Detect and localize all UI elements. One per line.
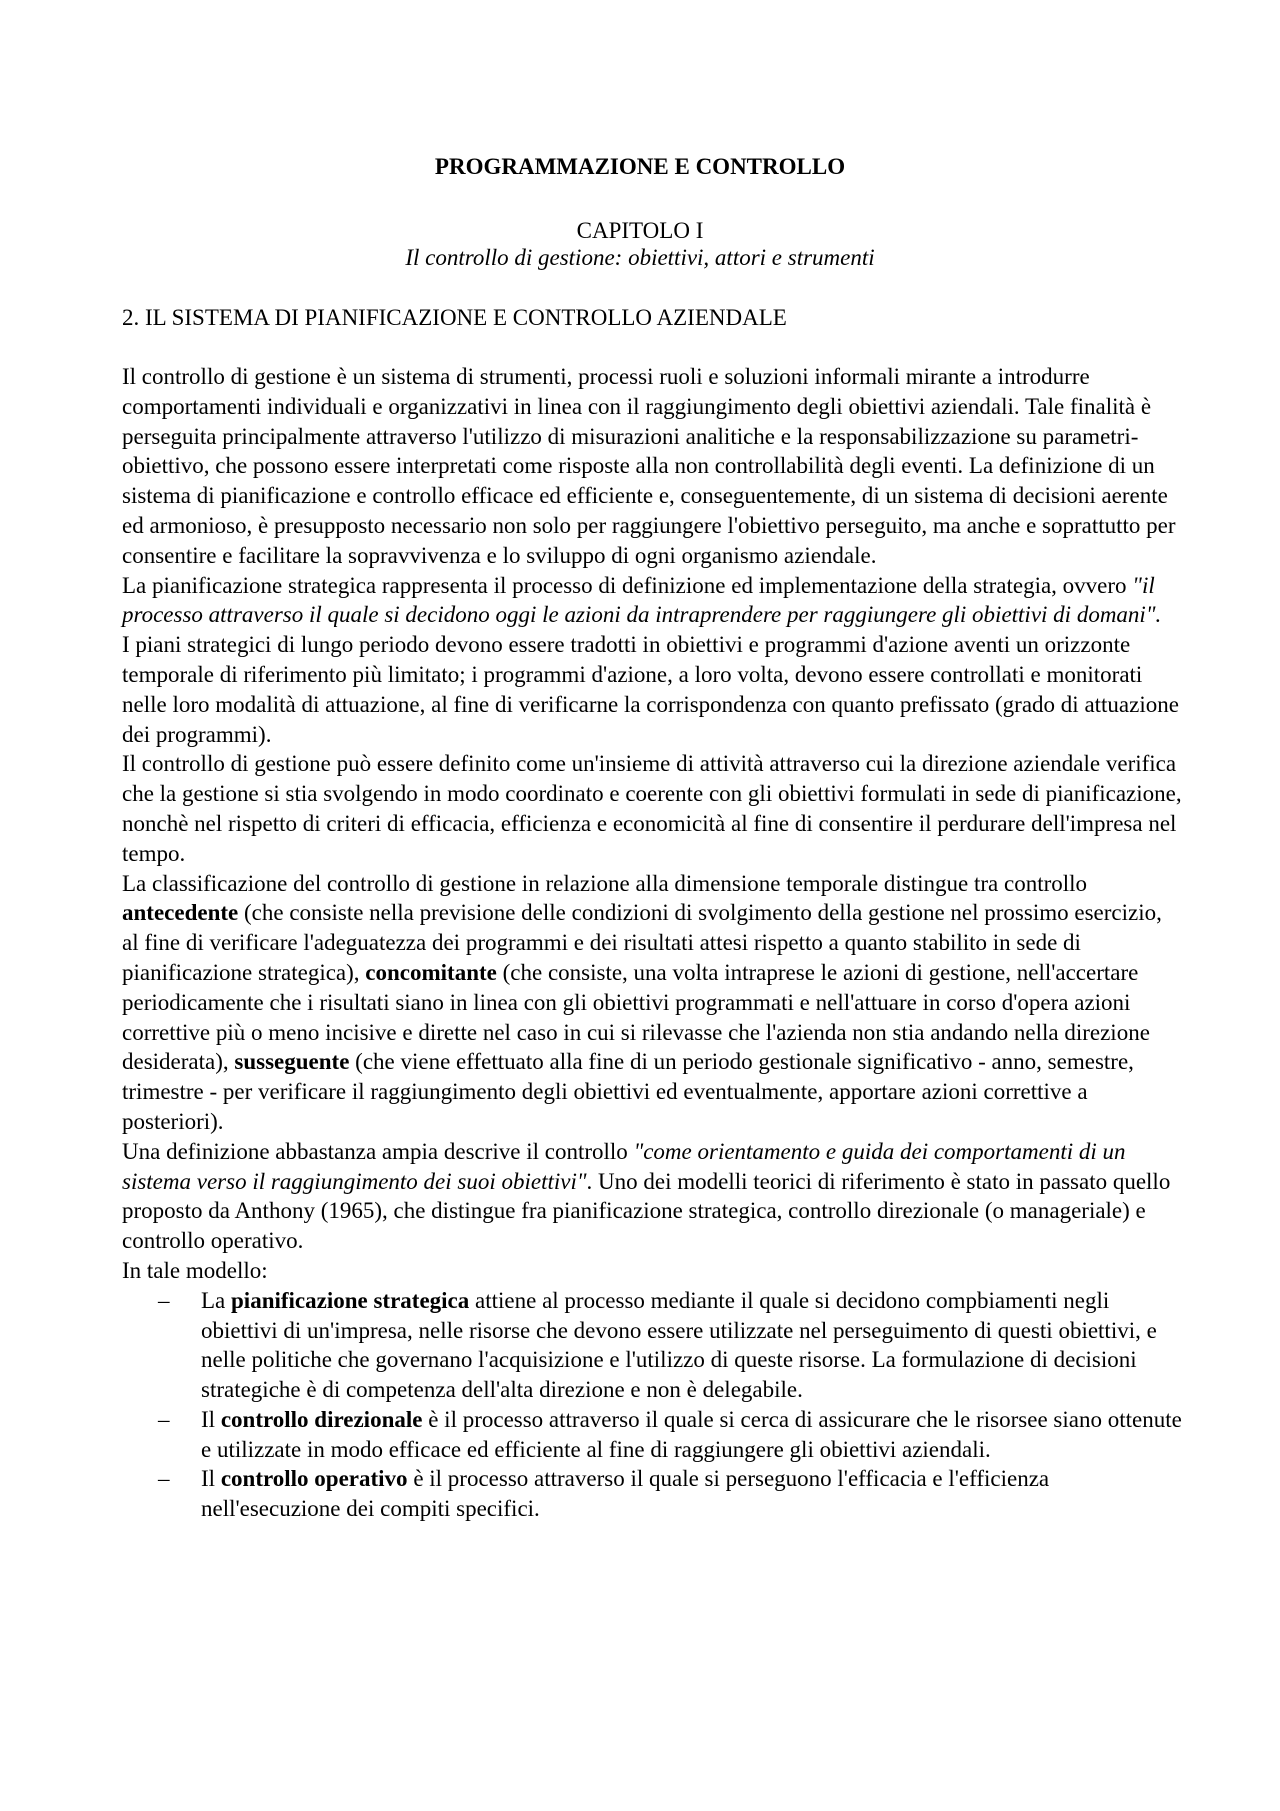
paragraph-2-quote: "il processo attraverso il quale si decidono oggi le azioni da intraprendere per raggiungere gli obiettivi di domani".: [122, 572, 1162, 628]
document-title: PROGRAMMAZIONE E CONTROLLO: [434, 154, 846, 179]
paragraph-2-text: La pianificazione strategica rappresenta il processo di definizione ed implementazione della strategia, ovvero: [122, 572, 1133, 598]
document-body: [122, 362, 1184, 1524]
paragraph-6-quote: "come orientamento e guida dei comportamenti di un sistema verso il raggiungimento dei suoi obiettivi": [122, 1138, 1126, 1194]
list-item-text-post: attiene al processo mediante il quale si decidono compbiamenti negli obiettivi di un'impresa, nelle risorse che devono essere utilizzate nel perseguimento di questi obiettivi, e nelle politiche che governano l'acquisizione e l'utilizzo di queste risorse. La formulazione di decisioni strategiche è di competenza dell'alta direzione e non è delegabile.: [201, 1287, 1157, 1403]
term-pianificazione-strategica: pianificazione strategica: [231, 1287, 470, 1313]
paragraph-7: In tale modello:: [122, 1257, 268, 1283]
chapter-label: CAPITOLO I: [576, 218, 704, 243]
paragraph-6-text-b: . Uno dei modelli teorici di riferimento è stato in passato quello proposto da Anthony (1965), che distingue fra pianificazione strategica, controllo direzionale (o manageriale) e controllo operativo.: [122, 1168, 1171, 1254]
paragraph-4: Il controllo di gestione può essere definito come un'insieme di attività attraverso cui la direzione aziendale verifica che la gestione si stia svolgendo in modo coordinato e coerente con gli obiettivi formulati in sede di pianificazione, nonchè nel rispetto di criteri di efficacia, efficienza e economicità al fine di consentire il perdurare dell'impresa nel tempo.: [122, 751, 1182, 866]
list-item: [122, 1286, 1184, 1405]
paragraph-5-text-a: La classificazione del controllo di gestione in relazione alla dimensione temporale distingue tra controllo: [122, 870, 1088, 896]
section-heading: 2. IL SISTEMA DI PIANIFICAZIONE E CONTROLLO AZIENDALE: [122, 305, 787, 330]
list-item-text-pre: La: [201, 1287, 232, 1313]
list-item-text-pre: Il: [201, 1466, 221, 1492]
paragraph-2: [122, 571, 1184, 631]
paragraph-3: I piani strategici di lungo periodo devono essere tradotti in obiettivi e programmi d'azione aventi un orizzonte temporale di riferimento più limitato; i programmi d'azione, a loro volta, devono essere controllati e monitorati nelle loro modalità di attuazione, al fine di verificarne la corrispondenza con quanto prefissato (grado di attuazione dei programmi).: [122, 632, 1179, 747]
paragraph-5-text-c: (che consiste nella previsione delle condizioni di svolgimento della gestione nel prossimo esercizio, al fine di verificare l'adeguatezza dei programmi e dei risultati attesi rispetto a quanto stabilito in sede di pianificazione strategica),: [122, 900, 1162, 985]
dash-bullet: –: [158, 1406, 170, 1432]
paragraph-6: [122, 1137, 1184, 1256]
paragraph-5-text-e: (che viene effettuato alla fine di un periodo gestionale significativo - anno, semestre, trimestre - per verificare il raggiungimento degli obiettivi ed eventualmente, apportare azioni correttive a posteriori).: [122, 1049, 1134, 1134]
list-item-text-post: è il processo attraverso il quale si perseguono l'efficacia e l'efficienza nell'esecuzione dei compiti specifici.: [201, 1466, 1050, 1522]
term-susseguente: susseguente: [234, 1049, 350, 1075]
dash-bullet: –: [158, 1466, 170, 1492]
term-concomitante: concomitante: [365, 959, 497, 985]
term-controllo-operativo: controllo operativo: [220, 1466, 408, 1492]
list-item-text-pre: Il: [201, 1406, 221, 1432]
model-list: [122, 1286, 1184, 1524]
term-antecedente: antecedente: [122, 900, 239, 926]
paragraph-6-text-a: Una definizione abbastanza ampia descrive il controllo: [122, 1138, 634, 1164]
list-item: [122, 1405, 1184, 1465]
list-item: [122, 1464, 1184, 1524]
dash-bullet: –: [158, 1287, 170, 1313]
chapter-subtitle: Il controllo di gestione: obiettivi, attori e strumenti: [405, 245, 875, 270]
list-item-text-post: è il processo attraverso il quale si cerca di assicurare che le risorsee siano ottenute e utilizzate in modo efficace ed efficiente al fine di raggiungere gli obiettivi aziendali.: [201, 1406, 1182, 1462]
paragraph-1: Il controllo di gestione è un sistema di strumenti, processi ruoli e soluzioni informali mirante a introdurre comportamenti individuali e organizzativi in linea con il raggiungimento degli obiettivi aziendali. Tale finalità è perseguita principalmente attraverso l'utilizzo di misurazioni analitiche e la responsabilizzazione su parametri-obiettivo, che possono essere interpretati come risposte alla non controllabilità degli eventi. La definizione di un sistema di pianificazione e controllo efficace ed efficiente e, conseguentemente, di un sistema di decisioni aerente ed armonioso, è presupposto necessario non solo per raggiungere l'obiettivo perseguito, ma anche e soprattutto per consentire e facilitare la sopravvivenza e lo sviluppo di ogni organismo aziendale.: [122, 364, 1176, 568]
paragraph-5-text-d: (che consiste, una volta intraprese le azioni di gestione, nell'accertare periodicamente che i risultati siano in linea con gli obiettivi programmati e nell'attuare in corso d'opera azioni correttive più o meno incisive e dirette nel caso in cui si rilevasse che l'azienda non stia andando nella direzione desiderata),: [122, 959, 1150, 1075]
term-controllo-direzionale: controllo direzionale: [220, 1406, 423, 1432]
paragraph-5: [122, 869, 1184, 1137]
